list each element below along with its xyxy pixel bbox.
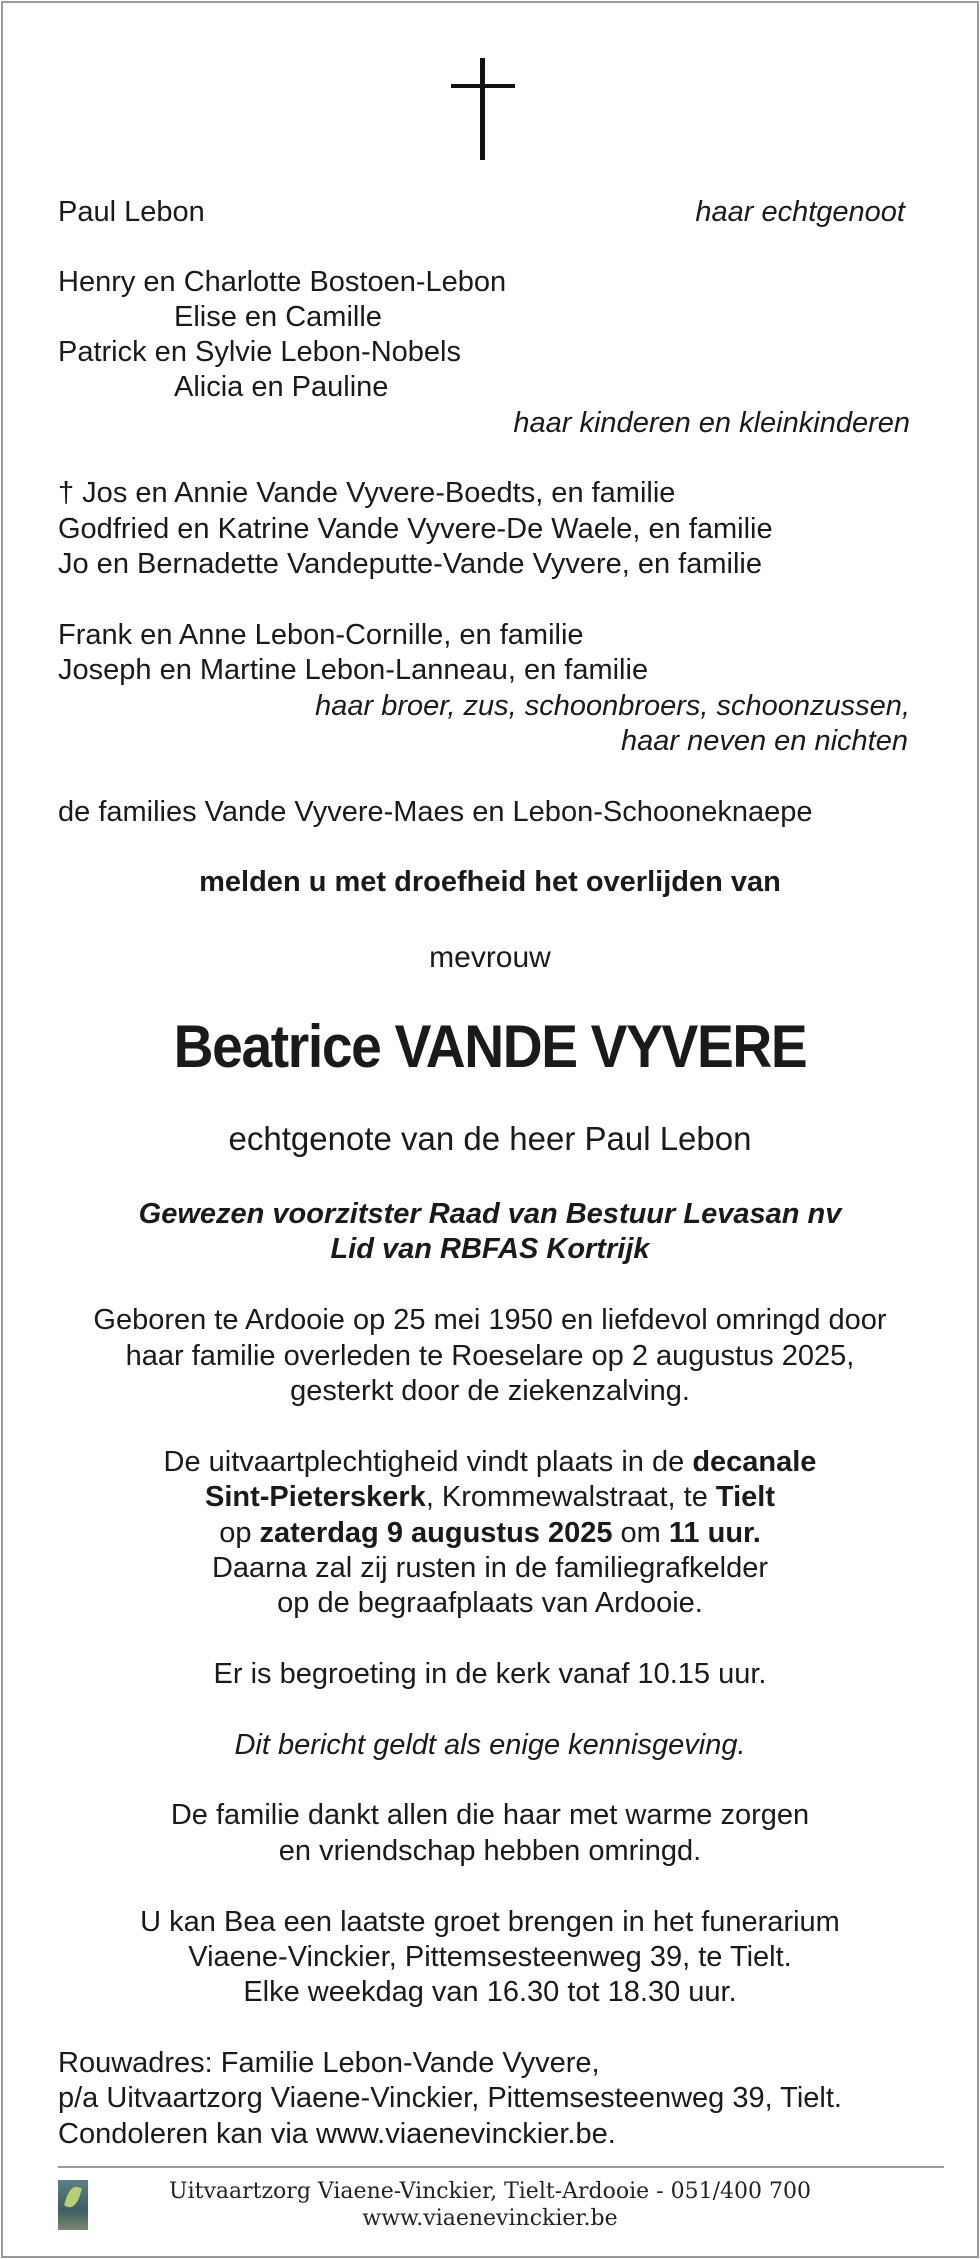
address-line-2: p/a Uitvaartzorg Viaene-Vinckier, Pittemsesteenweg 39, Tielt. bbox=[58, 2082, 842, 2114]
siblings-role-2: haar neven en nichten bbox=[621, 725, 908, 757]
thanks-line-2: en vriendschap hebben omringd. bbox=[278, 1835, 702, 1867]
sibling-line-3: Jo en Bernadette Vandeputte-Vande Vyvere, en familie bbox=[58, 548, 762, 580]
birth-death-line-1: Geboren te Ardooie op 25 mei 1950 en liefdevol omringd door bbox=[93, 1304, 887, 1336]
birth-death-line-2: haar familie overleden te Roeselare op 2 augustus 2025, bbox=[125, 1340, 855, 1372]
grandchildren-2: Alicia en Pauline bbox=[174, 371, 389, 403]
funerarium-line-1: U kan Bea een laatste groet brengen in het funerarium bbox=[140, 1906, 840, 1938]
children-role: haar kinderen en kleinkinderen bbox=[513, 407, 910, 439]
footer-divider bbox=[58, 2166, 944, 2168]
funerarium-line-2: Viaene-Vinckier, Pittemsesteenweg 39, te Tielt. bbox=[188, 1941, 792, 1973]
address-line-3: Condoleren kan via www.viaenevinckier.be. bbox=[58, 2118, 616, 2150]
announcement: melden u met droefheid het overlijden van bbox=[199, 866, 781, 898]
cross-icon bbox=[451, 58, 515, 160]
funeral-line-5: op de begraafplaats van Ardooie. bbox=[277, 1587, 703, 1619]
thanks-line-1: De familie dankt allen die haar met warme zorgen bbox=[170, 1799, 810, 1831]
greeting-line: Er is begroeting in de kerk vanaf 10.15 uur. bbox=[213, 1658, 767, 1690]
footer-line-1: Uitvaartzorg Viaene-Vinckier, Tielt-Ardooie - 051/400 700 bbox=[169, 2179, 811, 2204]
footer-website[interactable]: www.viaenevinckier.be bbox=[362, 2206, 618, 2231]
sibling-line-4: Frank en Anne Lebon-Cornille, en familie bbox=[58, 619, 584, 651]
title-mevrouw: mevrouw bbox=[429, 941, 551, 974]
deceased-name: Beatrice VANDE VYVERE bbox=[173, 1013, 807, 1080]
birth-death-line-3: gesterkt door de ziekenzalving. bbox=[290, 1375, 690, 1407]
sibling-line-5: Joseph en Martine Lebon-Lanneau, en familie bbox=[58, 654, 649, 686]
families-line: de families Vande Vyvere-Maes en Lebon-Schooneknaepe bbox=[58, 796, 813, 828]
child-family-2: Patrick en Sylvie Lebon-Nobels bbox=[58, 336, 461, 368]
sibling-line-1: † Jos en Annie Vande Vyvere-Boedts, en familie bbox=[58, 477, 676, 509]
notice-line: Dit bericht geldt als enige kennisgeving. bbox=[234, 1729, 746, 1761]
siblings-role-1: haar broer, zus, schoonbroers, schoonzussen, bbox=[315, 690, 910, 722]
child-family-1: Henry en Charlotte Bostoen-Lebon bbox=[58, 266, 507, 298]
husband-name: Paul Lebon bbox=[58, 196, 205, 228]
funeral-home-logo-icon bbox=[58, 2180, 88, 2230]
funeral-line-2: Sint-Pieterskerk, Krommewalstraat, te Tielt bbox=[204, 1481, 775, 1513]
address-line-1: Rouwadres: Familie Lebon-Vande Vyvere, bbox=[58, 2047, 600, 2079]
funeral-line-1: De uitvaartplechtigheid vindt plaats in de decanale bbox=[163, 1446, 817, 1478]
funerarium-line-3: Elke weekdag van 16.30 tot 18.30 uur. bbox=[243, 1976, 737, 2008]
husband-role: haar echtgenoot bbox=[695, 196, 905, 228]
sibling-line-2: Godfried en Katrine Vande Vyvere-De Waele, en familie bbox=[58, 513, 773, 545]
spouse-line: echtgenote van de heer Paul Lebon bbox=[228, 1120, 752, 1157]
funeral-line-4: Daarna zal zij rusten in de familiegrafkelder bbox=[211, 1552, 769, 1584]
grandchildren-1: Elise en Camille bbox=[174, 301, 382, 333]
position-line-2: Lid van RBFAS Kortrijk bbox=[330, 1233, 650, 1265]
position-line-1: Gewezen voorzitster Raad van Bestuur Levasan nv bbox=[138, 1198, 842, 1230]
funeral-line-3: op zaterdag 9 augustus 2025 om 11 uur. bbox=[219, 1517, 761, 1549]
